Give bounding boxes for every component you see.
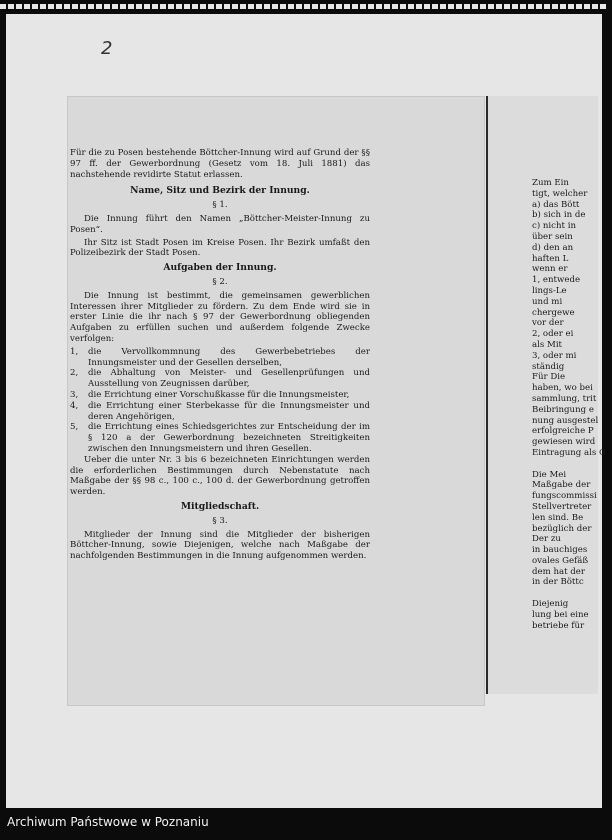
adjacent-text-line: Maßgabe der [532,480,591,491]
adjacent-text-line: Eintragung als G [532,447,606,458]
list-item: 1, die Vervollkommnung des Gewerbebetriebes der Innungsmeister und der Gesellen derselben, [70,346,370,368]
adjacent-page-text [532,178,612,631]
adjacent-text-line: Stellvertreter [532,501,592,512]
section-heading-membership: Mitgliedschaft. [180,500,260,512]
paragraph-seat: Ihr Sitz ist Stadt Posen im Kreise Posen. Ihr Bezirk umfaßt den Polizeibezirk der Stadt Posen. [70,237,370,259]
adjacent-text-line: tigt, welcher [532,188,588,199]
adjacent-text-line: nung ausgestel [532,415,599,426]
archive-label: Archiwum Państwowe w Poznaniu [7,815,209,829]
adjacent-text-line: und mi [532,296,563,307]
adjacent-text-line: Der zu [532,534,561,545]
adjacent-text-line: wenn er [532,264,568,275]
adjacent-text-line: in der Böttc [532,577,584,588]
adjacent-text-line: haben, wo bei [532,383,593,394]
adjacent-text-line: fungscommissi [532,491,597,502]
adjacent-text-line: dem hat der [532,566,586,577]
paragraph-tasks-closing: Ueber die unter Nr. 3 bis 6 bezeichneten Einrichtungen werden die erforderlichen Bestimmungen durch Nebenstatute nach Maßgabe der §§ 98 c., 100 c., 100 d. der Gewerbordnung getroffen werden. [70,454,370,498]
adjacent-text-line: Beibringung e [532,404,594,415]
adjacent-text-line: Diejenig [532,599,569,610]
list-item: 2, die Abhaltung von Meister- und Gesellenprüfungen und Ausstellung von Zeugnissen darüber, [70,368,370,390]
tasks-list [70,347,370,455]
adjacent-text-line: erfolgreiche P [532,426,594,437]
paragraph-sign-1: § 1. [212,200,228,211]
paragraph-sign-2: § 2. [212,276,228,287]
adjacent-text-line: über sein [532,231,573,242]
adjacent-text-line [532,588,612,599]
adjacent-text-line [532,459,612,470]
adjacent-text-line: betriebe für [532,620,585,631]
adjacent-text-line: Die Mei [532,469,567,480]
list-item: 5, die Errichtung eines Schiedsgerichtes zur Entscheidung der im § 120 a der Gewerbordnung bezeichneten Streitigkeiten zwischen den Innungsmeistern und ihren Gesellen. [70,422,370,454]
adjacent-text-line: vor der [532,318,564,329]
intro-paragraph: Für die zu Posen bestehende Böttcher-Innung wird auf Grund der §§ 97 ff. der Gewerbordnung (Gesetz vom 18. Juli 1881) das nachstehende revidirte Statut erlassen. [70,148,370,180]
paragraph-sign-3: § 3. [212,515,228,526]
adjacent-text-line: ovales Gefäß [532,555,589,566]
adjacent-text-line: sammlung, trit [532,393,597,404]
adjacent-text-line: 3, oder mi [532,350,577,361]
adjacent-text-line: in bauchiges [532,545,588,556]
adjacent-text-line: als Mit [532,339,563,350]
adjacent-text-line: haften L [532,253,569,264]
adjacent-page-fragment [486,96,606,694]
top-film-edge [0,4,607,9]
adjacent-text-line: a) das Bött [532,199,580,210]
adjacent-text-line: gewiesen wird [532,437,596,448]
list-item: 4, die Errichtung einer Sterbekasse für die Innungsmeister und deren Angehörigen, [70,400,370,422]
adjacent-text-line: c) nicht in [532,221,576,232]
adjacent-text-line: bezüglich der [532,523,592,534]
adjacent-text-line: chergewe [532,307,575,318]
adjacent-text-line: b) sich in de [532,210,586,221]
adjacent-text-line: lung bei eine [532,609,589,620]
paragraph-tasks-intro: Die Innung ist bestimmt, die gemeinsamen gewerblichen Interessen ihrer Mitglieder zu fördern. Zu dem Ende wird sie in erster Linie die ihr nach § 97 der Gewerbordnung obliegenden Aufgaben zu erfüllen suchen und außerdem folgende Zwecke verfolgen: [70,290,370,344]
section-heading-name: Name, Sitz und Bezirk der Innung. [130,185,310,197]
adjacent-text-line: Zum Ein [532,178,569,188]
adjacent-text-line: ständig [532,361,565,372]
adjacent-text-line: 2, oder ei [532,329,574,340]
adjacent-text-line: lings-Le [532,285,567,296]
paragraph-membership: Mitglieder der Innung sind die Mitglieder der bisherigen Böttcher-Innung, sowie Diejenigen, welche nach Maßgabe der nachfolgenden Bestimmungen in die Innung aufgenommen werden. [70,529,370,562]
paragraph-name: Die Innung führt den Namen „Böttcher-Meister-Innung zu Posen“. [70,213,370,235]
section-heading-tasks: Aufgaben der Innung. [163,262,277,274]
adjacent-text-line: 1, entwede [532,275,581,286]
handwritten-page-number: 2 [101,38,113,59]
adjacent-text-line: d) den an [532,242,574,253]
adjacent-text-line: Für Die [532,372,566,383]
document-text [70,148,370,564]
adjacent-text-line: len sind. Be [532,512,584,523]
list-item: 3, die Errichtung einer Vorschußkasse für die Innungsmeister, [70,389,350,400]
